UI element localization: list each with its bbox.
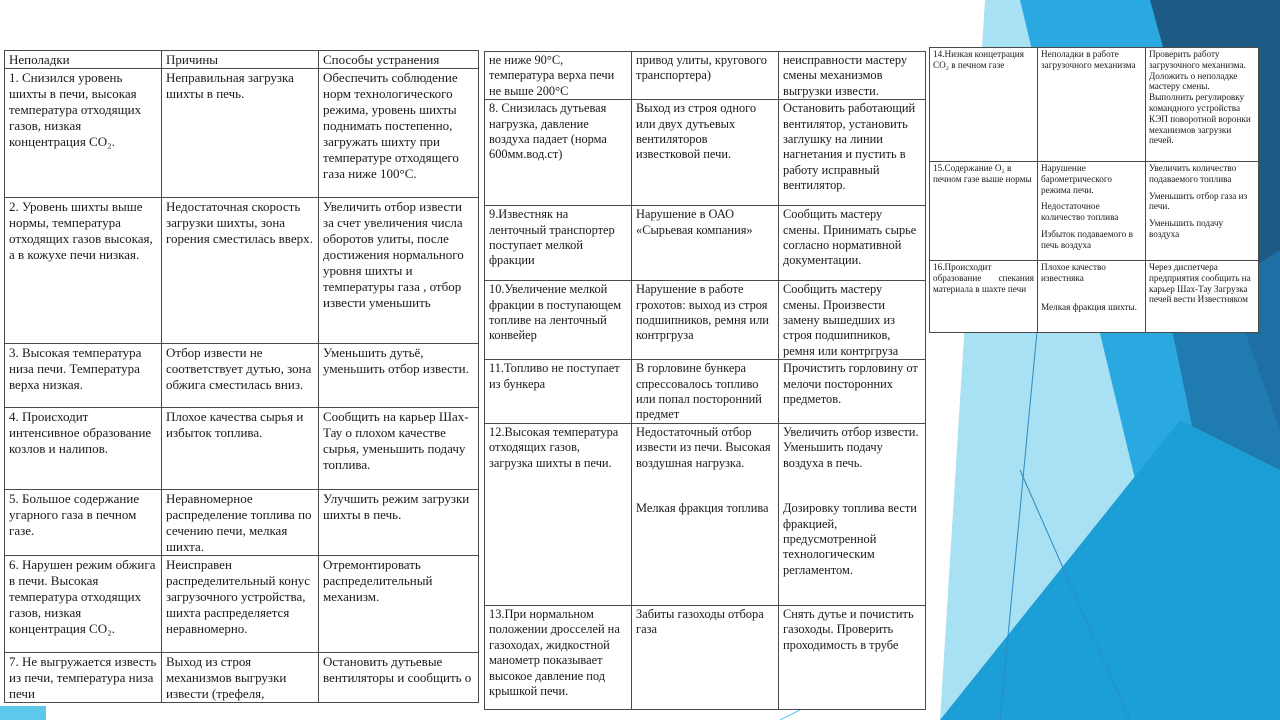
table-row (5, 69, 479, 198)
cause-cell: Выход из строя механизмов выгрузки извести (трефеля, (162, 653, 319, 703)
issue-cell: 3. Высокая температура низа печи. Температура верха низкая. (5, 344, 162, 408)
cause-cell: Плохое качество известняка Мелкая фракция шихты. (1038, 261, 1146, 333)
cause-cell: Выход из строя одного или двух дутьевых вентиляторов известковой печи. (632, 100, 779, 206)
table-row (485, 281, 926, 360)
issue-cell: не ниже 90°C, температура верха печи не выше 200°C (485, 52, 632, 100)
issue-cell: 16.Происходит образование спекания материала в шахте печи (930, 261, 1038, 333)
fix-cell: Проверить работу загрузочного механизма. Доложить о неполадке мастеру смены. Выполнить регулировку командного устройства КЭП поворотной воронки механизмов загрузки печей. (1146, 48, 1259, 162)
header-fixes: Способы устранения (319, 51, 479, 69)
table-row (485, 100, 926, 206)
troubleshooting-table-part-1 (4, 50, 479, 703)
fix-cell: Остановить работающий вентилятор, установить заглушку на линии нагнетания и пустить в работу исправный вентилятор. (779, 100, 926, 206)
issue-cell: 6. Нарушен режим обжига в печи. Высокая температура отходящих газов, низкая концентрация CO₂. (5, 556, 162, 653)
cause-cell: В горловине бункера спрессовалось топливо или попал посторонний предмет (632, 360, 779, 424)
fix-cell: Улучшить режим загрузки шихты в печь. (319, 490, 479, 556)
issue-cell: 8. Снизилась дутьевая нагрузка, давление воздуха падает (норма 600мм.вод.ст) (485, 100, 632, 206)
issue-cell: 9.Известняк на ленточный транспортер поступает мелкой фракции (485, 206, 632, 281)
cause-cell: Нарушение в ОАО «Сырьевая компания» (632, 206, 779, 281)
table-row (485, 360, 926, 424)
fix-cell: Увеличить отбор извести за счет увеличения числа оборотов улиты, после достижения нормального уровня шихты и температуры газа , отбор извести уменьшить (319, 198, 479, 344)
cause-cell: Отбор извести не соответствует дутью, зона обжига сместилась вниз. (162, 344, 319, 408)
fix-cell: Увеличить количество подаваемого топлива Уменьшить отбор газа из печи. Уменьшить подачу воздуха (1146, 162, 1259, 261)
cause-cell: Нарушение барометрического режима печи. Недостаточное количество топлива Избыток подаваемого в печь воздуха (1038, 162, 1146, 261)
table-row (930, 48, 1259, 162)
cause-cell: Неполадки в работе загрузочного механизма (1038, 48, 1146, 162)
table-row (5, 490, 479, 556)
fix-cell: Через диспетчера предприятия сообщить на карьер Шах-Тау Загрузка печей вести Известняком (1146, 261, 1259, 333)
fix-cell: неисправности мастеру смены механизмов выгрузки извести. (779, 52, 926, 100)
table-row (485, 52, 926, 100)
cause-cell: Недостаточная скорость загрузки шихты, зона горения сместилась вверх. (162, 198, 319, 344)
cause-cell: Неправильная загрузка шихты в печь. (162, 69, 319, 198)
issue-cell: 11.Топливо не поступает из бункера (485, 360, 632, 424)
table-row (485, 206, 926, 281)
table-header-row (5, 51, 479, 69)
issue-cell: 5. Большое содержание угарного газа в печном газе. (5, 490, 162, 556)
fix-cell: Уменьшить дутьё, уменьшить отбор извести. (319, 344, 479, 408)
cause-cell: Забиты газоходы отбора газа (632, 605, 779, 709)
table-row (5, 653, 479, 703)
table-row (485, 605, 926, 709)
fix-cell: Сообщить на карьер Шах-Тау о плохом качестве сырья, уменьшить подачу топлива. (319, 408, 479, 490)
header-issues: Неполадки (5, 51, 162, 69)
header-causes: Причины (162, 51, 319, 69)
table-row (930, 261, 1259, 333)
accent-corner (0, 706, 46, 720)
fix-cell: Остановить дутьевые вентиляторы и сообщить о (319, 653, 479, 703)
table-row (5, 344, 479, 408)
troubleshooting-table-part-2 (484, 51, 926, 710)
cause-cell: Нарушение в работе грохотов: выход из строя подшипников, ремня или контргруза (632, 281, 779, 360)
issue-cell: 10.Увеличение мелкой фракции в поступающем топливе на ленточный конвейер (485, 281, 632, 360)
cause-cell: Неисправен распределительный конус загрузочного устройства, шихта распределяется неравномерно. (162, 556, 319, 653)
fix-cell: Сообщить мастеру смены. Произвести замену вышедших из строя подшипников, ремня или контргруза (779, 281, 926, 360)
table-row (5, 408, 479, 490)
table-row (485, 423, 926, 605)
issue-cell: 7. Не выгружается известь из печи, температура низа печи (5, 653, 162, 703)
fix-cell: Обеспечить соблюдение норм технологического режима, уровень шихты поднимать постепенно, загружать шихту при температуре отходящего газа ниже 100°C. (319, 69, 479, 198)
issue-cell: 4. Происходит интенсивное образование козлов и налипов. (5, 408, 162, 490)
issue-cell: 13.При нормальном положении дросселей на газоходах, жидкостной манометр показывает высокое давление под крышкой печи. (485, 605, 632, 709)
fix-cell: Отремонтировать распределительный механизм. (319, 556, 479, 653)
cause-cell: привод улиты, кругового транспортера) (632, 52, 779, 100)
fix-cell: Увеличить отбор извести. Уменьшить подачу воздуха в печь. Дозировку топлива вести фракцией, предусмотренной технологическим регламентом. (779, 423, 926, 605)
table-row (5, 556, 479, 653)
cause-cell: Недостаточный отбор извести из печи. Высокая воздушная нагрузка. Мелкая фракция топлива (632, 423, 779, 605)
fix-cell: Прочистить горловину от мелочи посторонних предметов. (779, 360, 926, 424)
issue-cell: 14.Низкая концетрация CO₂ в печном газе (930, 48, 1038, 162)
issue-cell: 2. Уровень шихты выше нормы, температура отходящих газов высокая, а в кожухе печи низкая. (5, 198, 162, 344)
issue-cell: 15.Содержание O₂ в печном газе выше нормы (930, 162, 1038, 261)
fix-cell: Сообщить мастеру смены. Принимать сырье согласно нормативной документации. (779, 206, 926, 281)
fix-cell: Снять дутье и почистить газоходы. Проверить проходимость в трубе (779, 605, 926, 709)
troubleshooting-table-part-3 (929, 47, 1259, 333)
issue-cell: 12.Высокая температура отходящих газов, загрузка шихты в печи. (485, 423, 632, 605)
table-row (930, 162, 1259, 261)
cause-cell: Неравномерное распределение топлива по сечению печи, мелкая шихта. (162, 490, 319, 556)
table-row (5, 198, 479, 344)
cause-cell: Плохое качества сырья и избыток топлива. (162, 408, 319, 490)
issue-cell: 1. Снизился уровень шихты в печи, высокая температура отходящих газов, низкая концентрация CO₂. (5, 69, 162, 198)
